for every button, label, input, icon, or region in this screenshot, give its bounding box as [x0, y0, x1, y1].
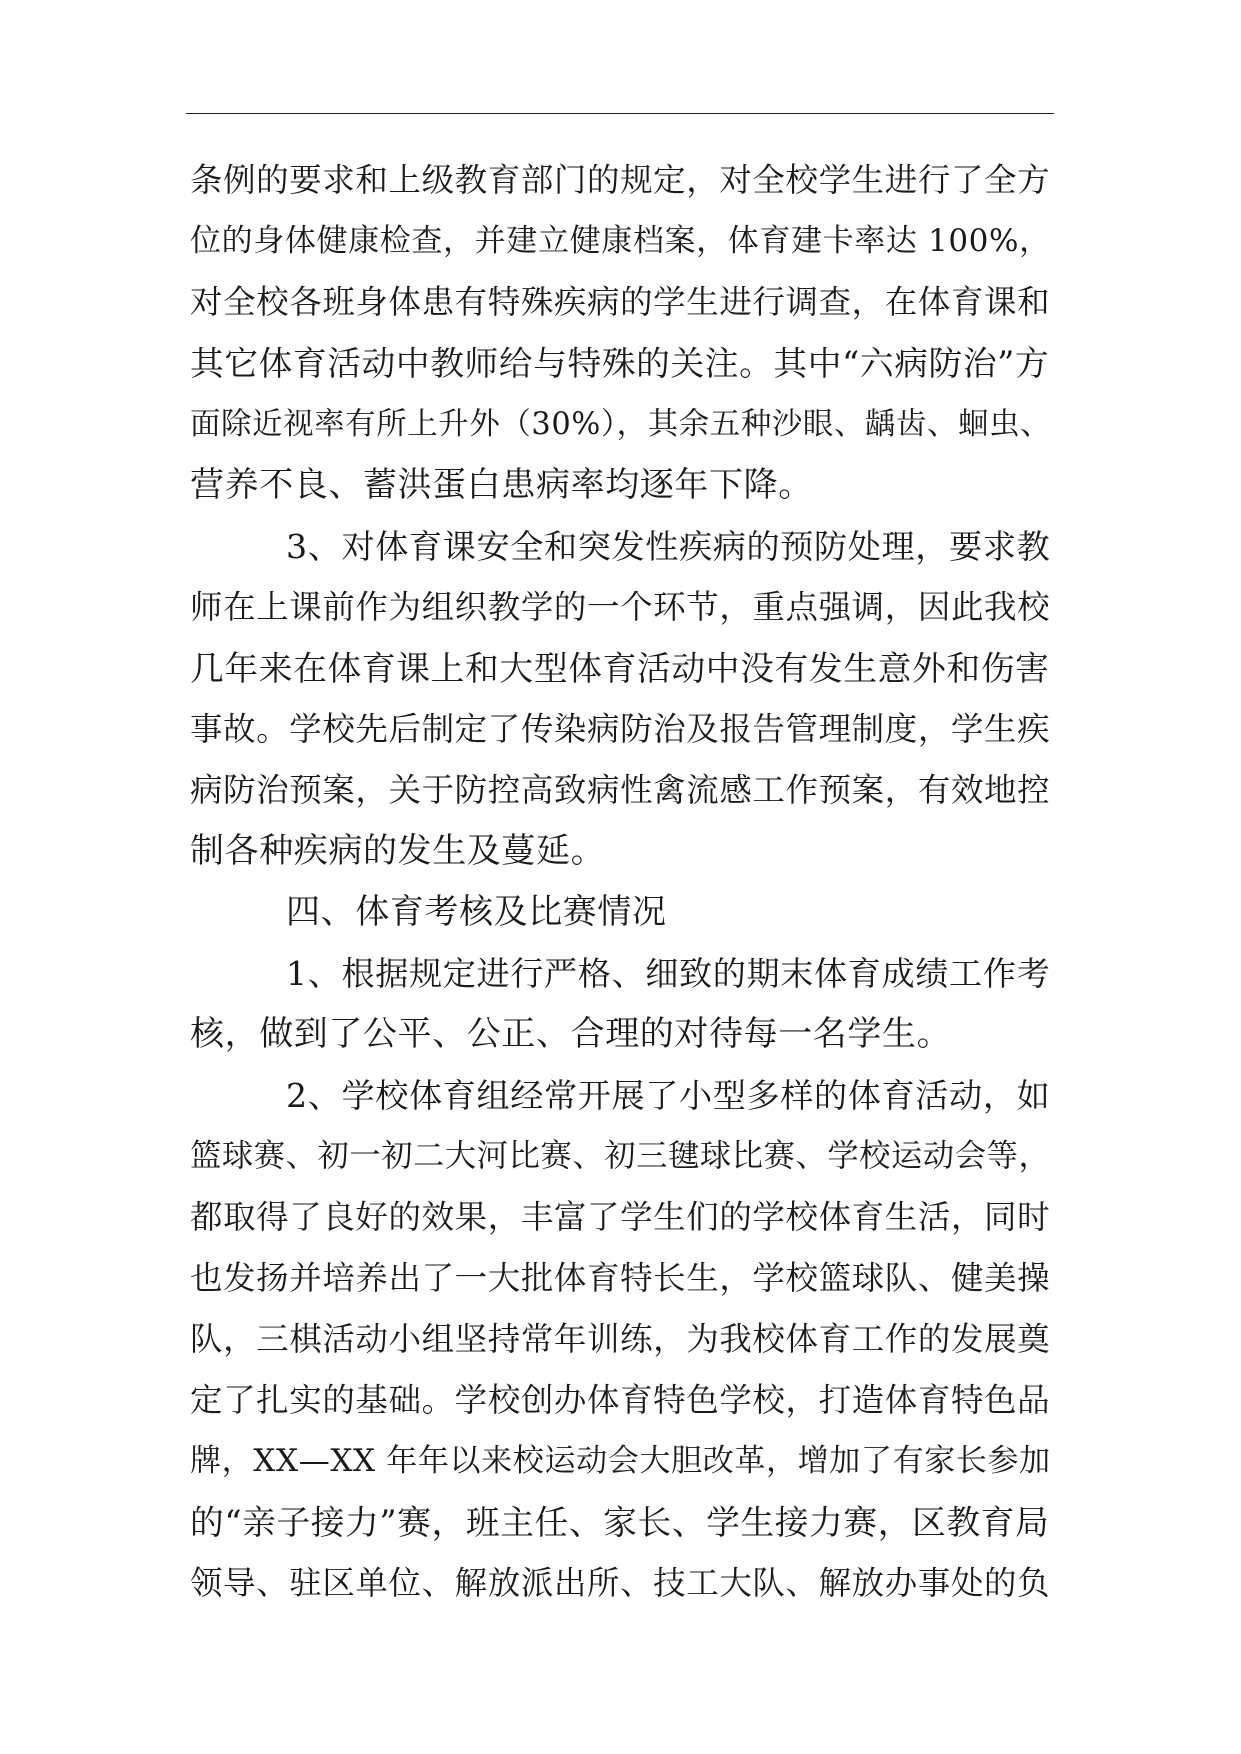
- text-line: 病防治预案，关于防控高致病性禽流感工作预案，有效地控: [190, 771, 1051, 809]
- text-line: 1、根据规定进行严格、细致的期末体育成绩工作考: [286, 954, 1051, 993]
- paragraph-assessment: [190, 943, 1054, 1065]
- document-body: [190, 150, 1054, 1614]
- paragraph-activities: [190, 1065, 1054, 1614]
- header-rule: [186, 113, 1054, 114]
- text-line: 条例的要求和上级教育部门的规定，对全校学生进行了全方: [190, 161, 1051, 199]
- text-line: 其它体育活动中教师给与特殊的关注。其中“六病防治”方: [190, 344, 1050, 383]
- text-line: 牌，XX—XX 年年以来校运动会大胆改革，增加了有家长参加: [190, 1443, 1051, 1479]
- text-line: 也发扬并培养出了一大批体育特长生，学校篮球队、健美操: [190, 1259, 1051, 1297]
- text-line: 营养不良、蓄洪蛋白患病率均逐年下降。: [190, 465, 813, 505]
- section-heading: [190, 882, 1054, 943]
- text-line: 事故。学校先后制定了传染病防治及报告管理制度，学生疾: [190, 710, 1051, 748]
- text-line: 面除近视率有所上升外（30%），其余五种沙眼、龋齿、蛔虫、: [190, 407, 1052, 442]
- text-line: 对全校各班身体患有特殊疾病的学生进行调查，在体育课和: [190, 283, 1051, 321]
- text-line: 篮球赛、初一初二大河比赛、初三毽球比赛、学校运动会等，: [190, 1138, 1051, 1174]
- text-line: 都取得了良好的效果，丰富了学生们的学校体育生活，同时: [190, 1198, 1051, 1236]
- text-line: 四、体育考核及比赛情况: [286, 892, 667, 932]
- text-line: 领导、驻区单位、解放派出所、技工大队、解放办事处的负: [190, 1564, 1051, 1602]
- text-line: 定了扎实的基础。学校创办体育特色学校，打造体育特色品: [190, 1381, 1051, 1419]
- text-line: 位的身体健康检查，并建立健康档案，体育建卡率达 100%，: [190, 223, 1051, 259]
- text-line: 2、学校体育组经常开展了小型多样的体育活动，如: [286, 1076, 1051, 1115]
- text-line: 几年来在体育课上和大型体育活动中没有发生意外和伤害: [190, 649, 1050, 688]
- text-line: 师在上课前作为组织教学的一个环节，重点强调，因此我校: [190, 588, 1051, 626]
- text-line: 的“亲子接力”赛，班主任、家长、学生接力赛，区教育局: [190, 1503, 1050, 1542]
- text-line: 核，做到了公平、公正、合理的对待每一名学生。: [190, 1014, 952, 1054]
- paragraph-safety: [190, 516, 1054, 882]
- text-line: 队，三棋活动小组坚持常年训练，为我校体育工作的发展奠: [190, 1320, 1051, 1358]
- text-line: 制各种疾病的发生及蔓延。: [190, 831, 606, 871]
- paragraph-health-check: [190, 150, 1054, 516]
- text-line: 3、对体育课安全和突发性疾病的预防处理，要求教: [286, 527, 1051, 566]
